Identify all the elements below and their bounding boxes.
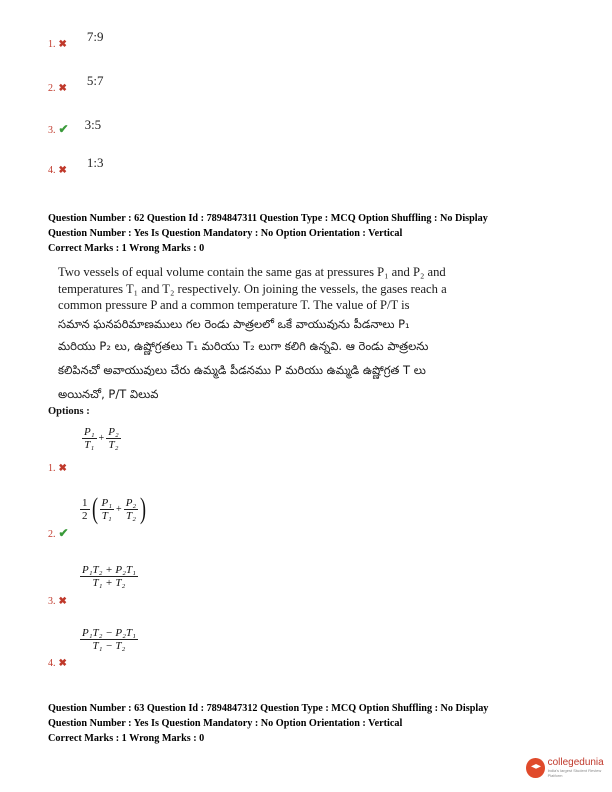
- option-text: 5:7: [86, 73, 104, 88]
- wrong-mark-icon: ✖: [58, 658, 67, 669]
- wrong-mark-icon: ✖: [58, 165, 67, 176]
- prev-option-1: [48, 29, 104, 52]
- question-line: common pressure P and a common temperature T. The value of P/T is: [58, 298, 410, 313]
- option-number: 3.: [48, 125, 56, 136]
- fraction: $\frac{1}{2}$: [82, 496, 88, 522]
- question-62-text: [58, 264, 447, 406]
- question-line: temperatures T₁ and T₂ respectively. On joining the vessels, the gases reach a: [58, 281, 447, 296]
- telugu-line: సమాన ఘనపరిమాణములు గల రెండు పాత్రలలో ఒకే వాయువును పీడనాలు P₁: [58, 316, 410, 331]
- option-2-formula: $\frac{1}{2}$ ( $\frac{\text{P₁}}{\text{T₁}}$ + $\frac{\text{P₂}}{\text{T₂}}$ ): [82, 492, 147, 525]
- collegedunia-logo: [526, 758, 612, 778]
- option-number: 4.: [48, 165, 56, 176]
- wrong-mark-icon: ✖: [58, 39, 67, 50]
- option-3-formula: [80, 564, 138, 589]
- option-text: 7:9: [86, 29, 104, 44]
- fraction: $\frac{\text{P₂}}{\text{T₂}}$: [108, 426, 119, 451]
- question-63-meta: [48, 701, 488, 746]
- telugu-line: మరియు P₂ లు, ఉష్ణోగ్రతలు T₁ మరియు T₂ లుగా కలిగి ఉన్నవి. ఆ రెండు పాత్రలను: [58, 338, 429, 353]
- option-number: 1.: [48, 463, 56, 474]
- wrong-mark-icon: ✖: [58, 596, 67, 607]
- meta-line: Question Number : Yes Is Question Mandatory : No Option Orientation : Vertical: [48, 718, 403, 729]
- wrong-mark-icon: ✖: [58, 83, 67, 94]
- option-text: 1:3: [86, 155, 104, 170]
- graduation-cap-icon: [526, 758, 545, 778]
- option-1-label: [48, 458, 67, 476]
- option-4-label: [48, 653, 67, 671]
- fraction: $\frac{\text{P₁}}{\text{T₁}}$: [84, 426, 95, 451]
- option-number: 3.: [48, 596, 56, 607]
- fraction: $\frac{\text{P₁T₂ + P₂T₁}}{\text{T₁ + T₂}}$: [82, 564, 136, 589]
- logo-tagline: India's largest Student Review Platform: [547, 768, 602, 778]
- question-line: Two vessels of equal volume contain the same gas at pressures P₁ and P₂ and: [58, 265, 446, 279]
- prev-option-2: [48, 73, 104, 96]
- correct-check-icon: ✔: [58, 526, 69, 540]
- option-number: 2.: [48, 83, 56, 94]
- option-1-formula: $\frac{\text{P₁}}{\text{T₁}}$ + $\frac{\text{P₂}}{\text{T₂}}$: [84, 426, 119, 451]
- meta-line: Question Number : 62 Question Id : 7894847311 Question Type : MCQ Option Shuffling : No Display: [48, 213, 488, 224]
- option-text: 3:5: [84, 117, 102, 132]
- meta-line: Question Number : Yes Is Question Mandatory : No Option Orientation : Vertical: [48, 228, 403, 239]
- meta-line: Question Number : 63 Question Id : 7894847312 Question Type : MCQ Option Shuffling : No Display: [48, 703, 489, 714]
- prev-option-3: [48, 117, 102, 138]
- question-62-meta: [48, 211, 488, 256]
- option-number: 4.: [48, 658, 56, 669]
- options-label: Options :: [48, 406, 90, 417]
- logo-name: collegedunia: [547, 757, 604, 768]
- fraction: $\frac{\text{P₁}}{\text{T₁}}$: [101, 496, 113, 522]
- fraction: $\frac{\text{P₂}}{\text{T₂}}$: [125, 496, 137, 522]
- option-3-label: [48, 591, 67, 609]
- telugu-line: అయినచో, P/T విలువ: [58, 386, 159, 401]
- option-2-label: [48, 524, 69, 542]
- option-number: 2.: [48, 529, 56, 540]
- correct-check-icon: ✔: [58, 122, 69, 136]
- fraction: $\frac{\text{P₁T₂ − P₂T₁}}{\text{T₁ − T₂}}$: [82, 627, 136, 652]
- prev-option-4: [48, 155, 104, 178]
- meta-line: Correct Marks : 1 Wrong Marks : 0: [48, 733, 205, 744]
- telugu-line: కలిపినచో అవాయువులు చేరు ఉమ్మడి పీడనము P మరియు ఉమ్మడి ఉష్ణోగ్రత T లు: [58, 362, 426, 377]
- option-number: 1.: [48, 39, 56, 50]
- option-4-formula: [80, 627, 138, 652]
- wrong-mark-icon: ✖: [58, 463, 67, 474]
- meta-line: Correct Marks : 1 Wrong Marks : 0: [48, 243, 205, 254]
